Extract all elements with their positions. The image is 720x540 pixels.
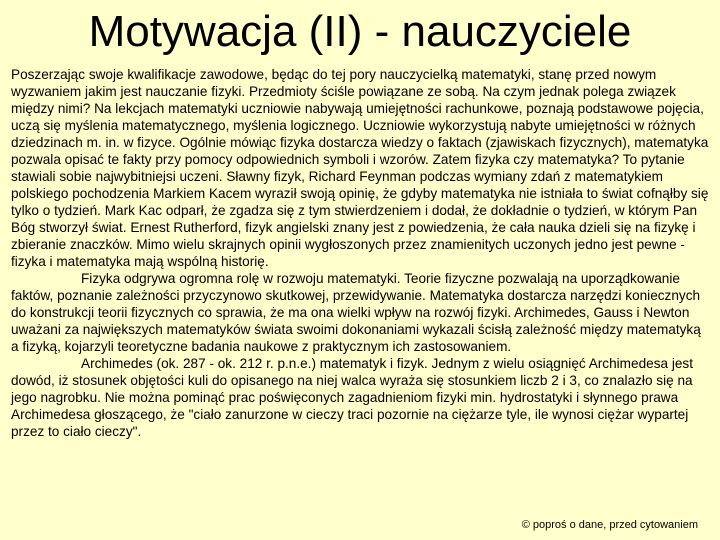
paragraph-2: Fizyka odgrywa ogromna rolę w rozwoju matematyki. Teorie fizyczne pozwalają na uporządkowanie faktów, poznanie zależności przyczynowo skutkowej, przewidywanie. Matematyka dostarcza narzędzi koniecznych do konstrukcji teorii fizycznych co sprawia, że ma ona wielki wpływ na rozwój fizyki. Archimedes, Gauss i Newton uważani za największych matematyków świata swoimi dokonaniami wykazali ścisłą zależność między matematyką a fizyką, kojarzyli teoretyczne badania naukowe z praktycznym ich zastosowaniem. <box>11 271 701 354</box>
copyright-footer: © poproś o dane, przed cytowaniem <box>521 519 698 531</box>
slide-body <box>11 66 711 440</box>
paragraph-1: Poszerzając swoje kwalifikacje zawodowe, będąc do tej pory nauczycielką matematyki, stanę przed nowym wyzwaniem jakim jest nauczanie fizyki. Przedmioty ściśle powiązane ze sobą. Na czym jednak polega związek między nimi? Na lekcjach matematyki uczniowie nabywają umiejętności rachunkowe, poznają podstawowe pojęcia, uczą się myślenia matematycznego, myślenia logicznego. Uczniowie wykorzystują nabyte umiejętności w różnych dziedzinach m. in. w fizyce. Ogólnie mówiąc fizyka dostarcza wiedzy o faktach (zjawiskach fizycznych), matematyka pozwala opisać te fakty przy pomocy odpowiednich symboli i wzorów. Zatem fizyka czy matematyka? To pytanie stawiali sobie najwybitniejsi uczeni. Sławny fizyk, Richard Feynman podczas wymiany zdań z matematykiem polskiego pochodzenia Markiem Kacem wyraził swoją opinię, że gdyby matematyka nie istniała to świat cofnąłby się tylko o tydzień. Mark Kac odparł, że zgadza się z tym stwierdzeniem i dodał, że dokładnie o tydzień, w którym Pan Bóg stworzył świat. Ernest Rutherford, fizyk angielski znany jest z powiedzenia, że cała nauka dzieli się na fizykę i zbieranie znaczków. Mimo wielu skrajnych opinii wygłoszonych przez znamienitych uczonych jedno jest pewne - fizyka i matematyka mają wspólną historię. <box>11 67 709 269</box>
paragraph-3: Archimedes (ok. 287 - ok. 212 r. p.n.e.) matematyk i fizyk. Jednym z wielu osiągnięć Archimedesa jest dowód, iż stosunek objętości kuli do opisanego na niej walca wyraża się stosunkiem liczb 2 i 3, co znalazło się na jego nagrobku. Nie można pominąć prac poświęconych zagadnieniom fizyki min. hydrostatyki i słynnego prawa Archimedesa głoszącego, że "ciało zanurzone w cieczy traci pozornie na ciężarze tyle, ile wynosi ciężar wypartej przez to ciało cieczy". <box>11 356 693 439</box>
slide-title: Motywacja (II) - nauczyciele <box>88 7 632 56</box>
